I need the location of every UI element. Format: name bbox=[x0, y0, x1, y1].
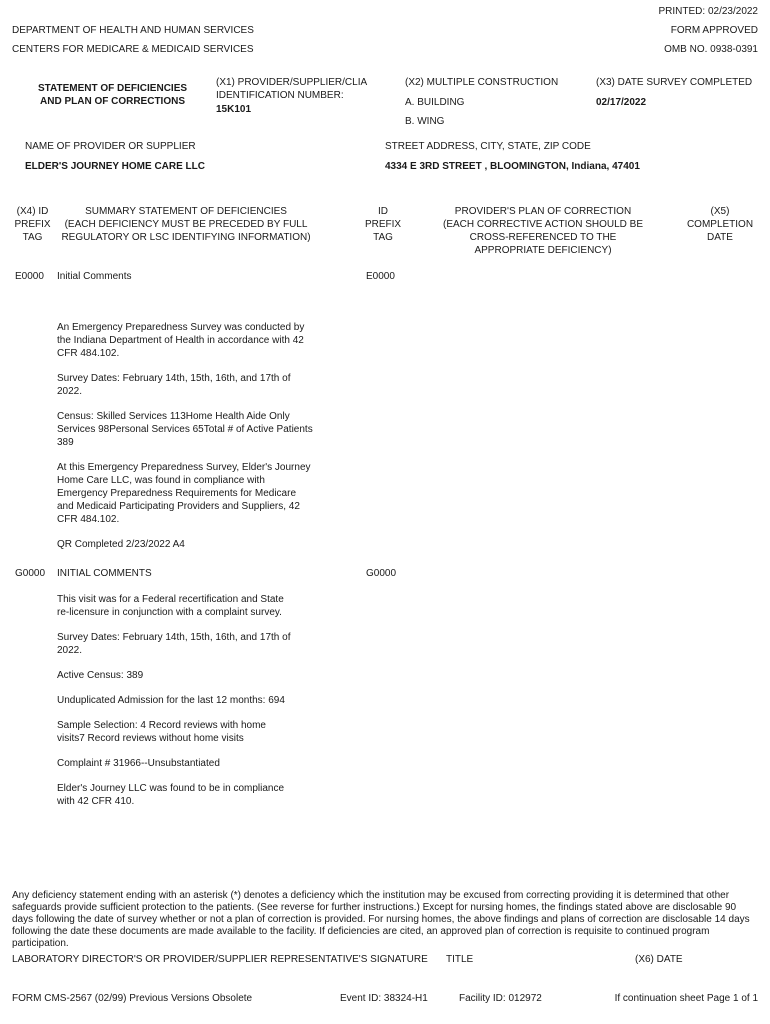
entry-tag: E0000 bbox=[15, 271, 44, 282]
x5-heading-line-1: (X5) bbox=[710, 206, 730, 217]
x2-building: A. BUILDING bbox=[405, 97, 465, 108]
facility-id: Facility ID: 012972 bbox=[459, 993, 542, 1004]
id-heading-line-3: TAG bbox=[373, 232, 393, 243]
x4-heading-line-2: PREFIX bbox=[14, 219, 51, 230]
disclaimer-text: Any deficiency statement ending with an asterisk (*) denotes a deficiency which the institution may be excused from correcting providing it is determined that other safeguards provide sufficient protection to the patients. (See reverse for further instructions.) Except for nursing homes, the findings stated above are disclosable 90 days following the date of survey whether or not a plan of correction is provided. For nursing homes, the above findings and plans of correction are disclosable 14 days following the date these documents are made available to the facility. If deficiencies are cited, an approved plan of correction is requisite to continued program participation. bbox=[12, 890, 750, 949]
entry-body bbox=[57, 593, 293, 820]
provider-address: 4334 E 3RD STREET , BLOOMINGTON, Indiana, 47401 bbox=[385, 161, 640, 172]
id-prefix-heading bbox=[360, 205, 406, 244]
statement-title-line-2: AND PLAN OF CORRECTIONS bbox=[40, 96, 185, 107]
entry-paragraph: Complaint # 31966--Unsubstantiated bbox=[57, 758, 220, 769]
statement-title bbox=[20, 82, 205, 108]
printed-date: PRINTED: 02/23/2022 bbox=[658, 6, 758, 17]
address-label: STREET ADDRESS, CITY, STATE, ZIP CODE bbox=[385, 141, 591, 152]
plan-heading-line-1: PROVIDER'S PLAN OF CORRECTION bbox=[454, 206, 632, 217]
x5-completion-heading bbox=[680, 205, 760, 244]
entry-paragraph: Census: Skilled Services 113Home Health Aide Only Services 98Personal Services 65Total # of Active Patients 389 bbox=[57, 411, 313, 448]
entry-paragraph: Survey Dates: February 14th, 15th, 16th, and 17th of 2022. bbox=[57, 373, 291, 397]
x4-heading-line-1: (X4) ID bbox=[16, 206, 49, 217]
entry-id-tag: E0000 bbox=[366, 271, 395, 282]
x6-date-label: (X6) DATE bbox=[635, 954, 683, 965]
page-indicator: If continuation sheet Page 1 of 1 bbox=[614, 993, 758, 1004]
x1-label-line-2: IDENTIFICATION NUMBER: bbox=[216, 90, 344, 101]
entry-paragraph: Elder's Journey LLC was found to be in compliance with 42 CFR 410. bbox=[57, 783, 285, 807]
x1-provider-id bbox=[216, 76, 367, 116]
entry-paragraph: Survey Dates: February 14th, 15th, 16th, and 17th of 2022. bbox=[57, 632, 291, 656]
form-approved: FORM APPROVED bbox=[670, 25, 758, 36]
x1-label-line-1: (X1) PROVIDER/SUPPLIER/CLIA bbox=[216, 77, 368, 88]
entry-paragraph: This visit was for a Federal recertification and State re-licensure in conjunction with a complaint survey. bbox=[57, 594, 284, 618]
plan-of-correction-heading bbox=[428, 205, 658, 257]
provider-name-label: NAME OF PROVIDER OR SUPPLIER bbox=[25, 141, 196, 152]
department-name: DEPARTMENT OF HEALTH AND HUMAN SERVICES bbox=[12, 25, 254, 36]
entry-paragraph: Sample Selection: 4 Record reviews with home visits7 Record reviews without home visits bbox=[57, 720, 266, 744]
entry-paragraph: An Emergency Preparedness Survey was conducted by the Indiana Department of Health in accordance with 42 CFR 484.102. bbox=[57, 322, 305, 359]
plan-heading-line-4: APPROPRIATE DEFICIENCY) bbox=[474, 245, 612, 256]
entry-title: Initial Comments bbox=[57, 271, 132, 282]
entry-title: INITIAL COMMENTS bbox=[57, 568, 152, 579]
omb-number: OMB NO. 0938-0391 bbox=[664, 44, 758, 55]
x4-heading-line-3: TAG bbox=[22, 232, 43, 243]
x4-id-prefix-heading bbox=[10, 205, 55, 244]
entry-tag: G0000 bbox=[15, 568, 46, 579]
statement-title-line-1: STATEMENT OF DEFICIENCIES bbox=[37, 83, 188, 94]
entry-paragraph: At this Emergency Preparedness Survey, Elder's Journey Home Care LLC, was found in compliance with Emergency Preparedness Requirements for Medicare and Medicaid Participating Providers and Suppliers, 42 CFR 484.102. bbox=[57, 462, 311, 525]
summary-heading-line-1: SUMMARY STATEMENT OF DEFICIENCIES bbox=[85, 206, 287, 217]
x3-date: 02/17/2022 bbox=[596, 97, 647, 108]
entry-id-tag: G0000 bbox=[366, 568, 397, 579]
x3-label: (X3) DATE SURVEY COMPLETED bbox=[596, 77, 753, 88]
x5-heading-line-3: DATE bbox=[707, 232, 733, 243]
plan-heading-line-2: (EACH CORRECTIVE ACTION SHOULD BE bbox=[442, 219, 644, 230]
id-heading-line-2: PREFIX bbox=[364, 219, 402, 230]
entry-paragraph: Unduplicated Admission for the last 12 months: 694 bbox=[57, 695, 285, 706]
x2-label: (X2) MULTIPLE CONSTRUCTION bbox=[405, 77, 559, 88]
summary-heading-line-3: REGULATORY OR LSC IDENTIFYING INFORMATION) bbox=[61, 232, 311, 243]
x1-value: 15K101 bbox=[216, 104, 252, 115]
x2-wing: B. WING bbox=[405, 116, 445, 127]
entry-body bbox=[57, 321, 315, 563]
agency-name: CENTERS FOR MEDICARE & MEDICAID SERVICES bbox=[12, 44, 254, 55]
signature-label: LABORATORY DIRECTOR'S OR PROVIDER/SUPPLIER REPRESENTATIVE'S SIGNATURE bbox=[12, 954, 428, 965]
entry-paragraph: QR Completed 2/23/2022 A4 bbox=[57, 539, 185, 550]
id-heading-line-1: ID bbox=[378, 206, 388, 217]
entry-paragraph: Active Census: 389 bbox=[57, 670, 144, 681]
summary-heading bbox=[56, 205, 316, 244]
title-label: TITLE bbox=[446, 954, 474, 965]
summary-heading-line-2: (EACH DEFICIENCY MUST BE PRECEDED BY FULL bbox=[64, 219, 308, 230]
provider-name: ELDER'S JOURNEY HOME CARE LLC bbox=[25, 161, 205, 172]
plan-heading-line-3: CROSS-REFERENCED TO THE bbox=[469, 232, 617, 243]
x5-heading-line-2: COMPLETION bbox=[686, 219, 754, 230]
form-identifier: FORM CMS-2567 (02/99) Previous Versions Obsolete bbox=[12, 993, 253, 1004]
event-id: Event ID: 38324-H1 bbox=[340, 993, 428, 1004]
